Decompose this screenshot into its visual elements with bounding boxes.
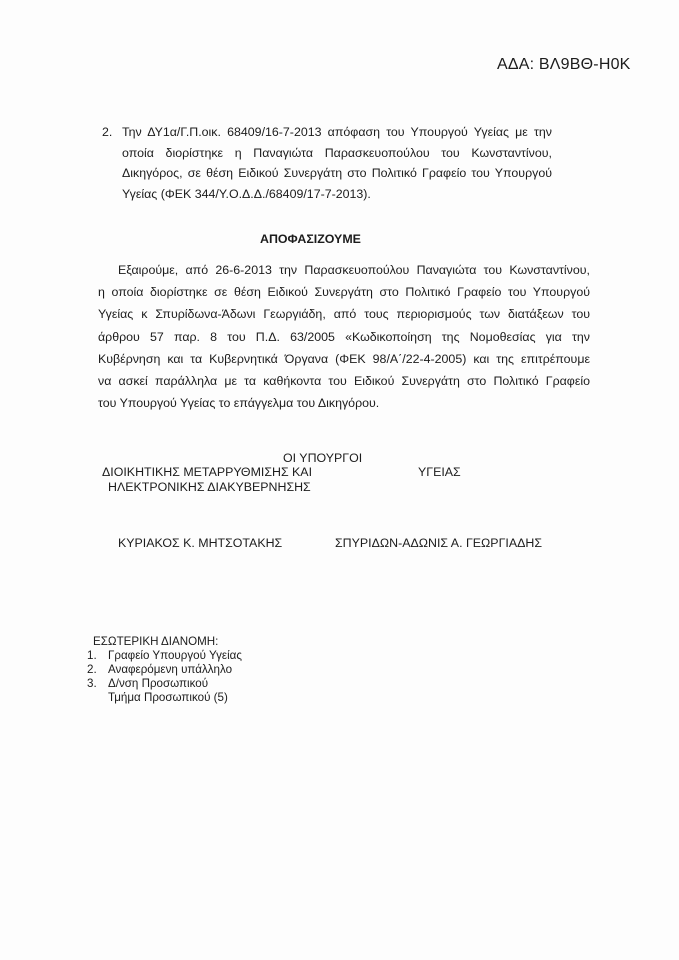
item-line: Υγείας (ΦΕΚ 344/Υ.Ο.Δ.Δ./68409/17-7-2013).	[122, 186, 371, 201]
ada-code: ΑΔΑ: ΒΛ9ΒΘ-Η0Κ	[497, 56, 631, 73]
ministry-left-line2: ΗΛΕΚΤΡΟΝΙΚΗΣ ΔΙΑΚΥΒΕΡΝΗΣΗΣ	[108, 480, 311, 494]
paragraph-line: Κυβέρνηση και τα Κυβερνητικά Όργανα (ΦΕΚ 98/Α΄/22-4-2005) και της επιτρέπουμε	[98, 351, 590, 366]
distribution-subitem: Τμήμα Προσωπικού (5)	[108, 691, 228, 704]
distribution-item-number: 2.	[87, 663, 97, 676]
paragraph-line: άρθρου 57 παρ. 8 του Π.Δ. 63/2005 «Κωδικοποίηση της Νομοθεσίας για την	[98, 329, 590, 344]
distribution-item: Γραφείο Υπουργού Υγείας	[108, 649, 242, 662]
decision-heading: ΑΠΟΦΑΣΙΖΟΥΜΕ	[260, 232, 361, 246]
item-line: Την ΔΥ1α/Γ.Π.οικ. 68409/16-7-2013 απόφαση του Υπουργού Υγείας με την	[122, 125, 552, 139]
paragraph-line: να ασκεί παράλληλα με τα καθήκοντα του Ειδικού Συνεργάτη στο Πολιτικό Γραφείο	[98, 374, 590, 389]
signatory-left-name: ΚΥΡΙΑΚΟΣ Κ. ΜΗΤΣΟΤΑΚΗΣ	[118, 536, 283, 550]
item-line: Δικηγόρος, σε θέση Ειδικού Συνεργάτη στο Πολιτικό Γραφείο του Υπουργού	[122, 166, 552, 180]
paragraph-line: η οποία διορίστηκε σε θέση Ειδικού Συνεργάτη στο Πολιτικό Γραφείο του Υπουργού	[98, 285, 590, 300]
distribution-item: Δ/νση Προσωπικού	[108, 677, 209, 690]
paragraph-line: του Υπουργού Υγείας το επάγγελμα του Δικηγόρου.	[98, 396, 380, 411]
ministers-label: ΟΙ ΥΠΟΥΡΓΟΙ	[283, 451, 363, 465]
ministry-right: ΥΓΕΙΑΣ	[418, 465, 461, 479]
distribution-title: ΕΣΩΤΕΡΙΚΗ ΔΙΑΝΟΜΗ:	[93, 635, 219, 648]
distribution-item: Αναφερόμενη υπάλληλο	[108, 663, 233, 676]
paragraph-line: Εξαιρούμε, από 26-6-2013 την Παρασκευοπούλου Παναγιώτα του Κωνσταντίνου,	[118, 263, 590, 277]
item-number: 2.	[102, 125, 113, 139]
list-item-2	[102, 122, 552, 204]
signatory-right-name: ΣΠΥΡΙΔΩΝ-ΑΔΩΝΙΣ Α. ΓΕΩΡΓΙΑΔΗΣ	[335, 536, 542, 550]
distribution-item-number: 3.	[87, 677, 97, 690]
paragraph-line: Υγείας κ Σπυρίδωνα-Άδωνι Γεωργιάδη, από τους περιορισμούς των διατάξεων του	[98, 307, 590, 322]
item-line: οποία διορίστηκε η Παναγιώτα Παρασκευοπούλου του Κωνσταντίνου,	[122, 145, 552, 160]
decision-paragraph	[98, 259, 590, 414]
distribution-item-number: 1.	[87, 649, 97, 662]
ministry-left-line1: ΔΙΟΙΚΗΤΙΚΗΣ ΜΕΤΑΡΡΥΘΜΙΣΗΣ ΚΑΙ	[102, 465, 313, 479]
